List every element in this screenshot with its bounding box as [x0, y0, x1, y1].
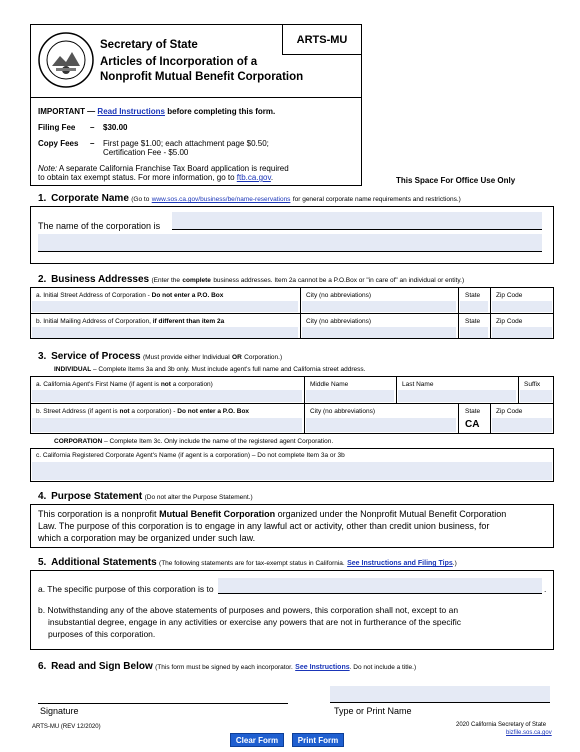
section-1-heading [38, 193, 461, 204]
s2b-label-text: b. Initial Mailing Address of Corporation, [36, 318, 151, 325]
s3b-state-value: CA [465, 419, 480, 430]
s3b-label-text: b. Street Address (if agent is [36, 408, 118, 415]
s3b-label-not: not [119, 408, 130, 415]
s3a-first-name-input[interactable] [32, 390, 302, 402]
see-instructions-link[interactable]: See Instructions [295, 664, 350, 671]
s3-desc-b: OR [232, 354, 242, 361]
s3a-middle-label: Middle Name [310, 381, 349, 388]
s3a-label-end: a corporation) [172, 381, 213, 388]
bizfile-link[interactable]: bizfile.sos.ca.gov [506, 730, 552, 736]
s2b-mailing-input[interactable] [32, 327, 298, 338]
s6-end: . Do not include a title.) [349, 664, 417, 671]
form-code: ARTS-MU [282, 24, 362, 55]
s2a-state-input[interactable] [460, 301, 488, 312]
s5-desc: (The following statements are for tax-exempt status in California. [159, 560, 345, 567]
s2-desc-a: (Enter the [151, 277, 181, 284]
s3-row-divider [30, 403, 554, 404]
header-title-line2: Nonprofit Mutual Benefit Corporation [100, 71, 304, 83]
s2a-city-input[interactable] [302, 301, 456, 312]
s3a-last-label: Last Name [402, 381, 434, 388]
s3a-middle-name-input[interactable] [306, 390, 394, 402]
s3b-state-label: State [465, 408, 481, 415]
important-label: IMPORTANT — [38, 107, 96, 116]
note-text1: A separate California Franchise Tax Board application is required [58, 164, 289, 173]
individual-text: – Complete Items 3a and 3b only. Must include agent's full name and California street address. [93, 366, 366, 373]
purpose-line3: which a corporation may be organized under such law. [38, 533, 256, 543]
s5a-label: a. The specific purpose of this corporation is to [38, 584, 214, 594]
s2b-city-input[interactable] [302, 327, 456, 338]
s2a-label [36, 292, 223, 299]
s4-num: 4. [38, 491, 47, 502]
s1-num: 1. [38, 193, 47, 204]
header-agency: Secretary of State [100, 39, 198, 51]
note-label: Note: [38, 164, 58, 173]
s3-num: 3. [38, 351, 47, 362]
section-6-heading [38, 661, 416, 672]
s3-title: Service of Process [51, 351, 141, 362]
s3-col-divider-1 [304, 376, 305, 434]
s3c-label: c. California Registered Corporate Agent's Name (if agent is a corporation) – Do not complete Item 3a or 3b [36, 452, 345, 459]
s2-desc-c: business addresses. Item 2a cannot be a P.O.Box or "in care of" an individual or entity.) [213, 277, 465, 284]
s2b-label-bold: if different than item 2a [152, 318, 225, 325]
important-line [38, 107, 275, 116]
s1-title: Corporate Name [51, 193, 129, 204]
s3a-suffix-label: Suffix [524, 381, 541, 388]
filing-fee-label: Filing Fee [38, 123, 76, 132]
copy-fees-line1: First page $1.00; each attachment page $0.50; [103, 139, 269, 148]
important-rest: before completing this form. [167, 107, 276, 116]
s5a-end: . [544, 584, 547, 594]
s3-desc-c: Corporation.) [244, 354, 283, 361]
s5-num: 5. [38, 557, 47, 568]
s2b-zip-label: Zip Code [496, 318, 523, 325]
s3-col-divider-4 [458, 403, 459, 434]
s2a-city-label: City (no abbreviations) [306, 292, 372, 299]
name-reservations-link[interactable]: www.sos.ca.gov/business/be/name-reservations [151, 196, 291, 203]
corporation-name-input[interactable] [172, 212, 542, 230]
s5b-statement [38, 604, 550, 640]
purpose-p1-bold: Mutual Benefit Corporation [159, 509, 276, 519]
s3b-label-bold: Do not enter a P.O. Box [177, 408, 250, 415]
s6-num: 6. [38, 661, 47, 672]
s3b-label-mid: a corporation) - [131, 408, 176, 415]
s3a-label-not: not [160, 381, 171, 388]
read-instructions-link[interactable]: Read Instructions [97, 107, 165, 116]
copy-fees-line2: Certification Fee - $5.00 [103, 148, 189, 157]
s1-pre: (Go to [131, 196, 150, 203]
s2-col-divider-2 [458, 287, 459, 339]
corporation-name-input-line2[interactable] [38, 234, 542, 252]
print-form-button[interactable]: Print Form [292, 733, 344, 747]
print-name-input[interactable] [330, 686, 550, 703]
corporation-name-label: The name of the corporation is [38, 221, 161, 231]
s2-row-divider [30, 313, 554, 314]
purpose-line2: Law. The purpose of this corporation is to engage in any lawful act or activity, other than credit union business, for [38, 521, 490, 531]
section-5-heading [38, 557, 457, 568]
s3b-zip-label: Zip Code [496, 408, 523, 415]
s2-desc-b: complete [182, 277, 211, 284]
s3-col-divider-3 [518, 376, 519, 403]
s1-post: for general corporate name requirements and restrictions.) [292, 196, 461, 203]
individual-label: INDIVIDUAL [54, 366, 92, 373]
header-title-line1: Articles of Incorporation of a [100, 56, 258, 68]
copy-fees-dash: – [90, 139, 95, 148]
note-end: . [270, 173, 274, 182]
filing-fee-dash: – [90, 123, 95, 132]
s6-title: Read and Sign Below [51, 661, 153, 672]
note-line2 [38, 173, 273, 182]
s3-col-divider-2 [396, 376, 397, 403]
s5b-line3: purposes of this corporation. [48, 629, 156, 639]
s4-title: Purpose Statement [51, 491, 143, 502]
s2a-street-input[interactable] [32, 301, 298, 312]
purpose-line1 [38, 508, 548, 520]
s2-num: 2. [38, 274, 47, 285]
individual-line [54, 366, 365, 373]
office-use-label: This Space For Office Use Only [396, 176, 516, 185]
print-name-label: Type or Print Name [334, 706, 412, 716]
corporation-text: – Complete Item 3c. Only include the name of the registered agent Corporation. [104, 438, 334, 445]
s3b-city-label: City (no abbreviations) [310, 408, 376, 415]
s2b-state-input[interactable] [460, 327, 488, 338]
s3b-zip-input[interactable] [492, 418, 552, 432]
filing-tips-link[interactable]: See Instructions and Filing Tips [347, 560, 453, 567]
purpose-statement [38, 508, 548, 544]
note-line1 [38, 164, 289, 173]
s2b-state-label: State [465, 318, 481, 325]
s2b-city-label: City (no abbreviations) [306, 318, 372, 325]
note-text2: to obtain tax exempt status. For more information, go to [38, 173, 235, 182]
s2b-zip-input[interactable] [492, 327, 552, 338]
section-4-heading [38, 491, 253, 502]
s3-desc-a: (Must provide either Individual [142, 354, 230, 361]
s3a-label [36, 381, 213, 388]
s2-title: Business Addresses [51, 274, 150, 285]
clear-form-button[interactable]: Clear Form [230, 733, 284, 747]
filing-fee-value: $30.00 [103, 123, 128, 132]
s3a-label-text: a. California Agent's First Name (if agent is [36, 381, 159, 388]
form-revision: ARTS-MU (REV 12/2020) [32, 724, 101, 730]
s3a-last-name-input[interactable] [398, 390, 516, 402]
s2a-zip-label: Zip Code [496, 292, 523, 299]
s5b-line1: b. Notwithstanding any of the above statements of purposes and powers, this corporation shall not, except to an [38, 605, 459, 615]
specific-purpose-input[interactable] [218, 578, 542, 594]
signature-line [38, 703, 288, 704]
s5b-line2: insubstantial degree, engage in any activities or exercise any powers that are not in furtherance of the specific [48, 617, 461, 627]
ftb-link[interactable]: ftb.ca.gov [236, 173, 271, 182]
section-3-heading [38, 351, 282, 362]
purpose-p1-end: organized under the Nonprofit Mutual Benefit Corporation [277, 509, 507, 519]
copy-fees-label: Copy Fees [38, 139, 79, 148]
s2a-label-text: a. Initial Street Address of Corporation - [36, 292, 150, 299]
s3a-suffix-input[interactable] [520, 390, 552, 402]
s5-title: Additional Statements [51, 557, 157, 568]
s3b-label [36, 408, 249, 415]
s3b-city-input[interactable] [306, 418, 456, 432]
s2a-state-label: State [465, 292, 481, 299]
signature-label: Signature [40, 706, 79, 716]
s6-desc: (This form must be signed by each incorporator. [155, 664, 293, 671]
s3b-street-input[interactable] [32, 418, 302, 432]
s3c-agent-corp-input[interactable] [32, 462, 552, 480]
section-2-heading [38, 274, 464, 285]
corporation-line [54, 438, 333, 445]
purpose-p1: This corporation is a nonprofit [38, 509, 157, 519]
s2-col-divider-1 [300, 287, 301, 339]
s2b-label [36, 318, 224, 325]
s2-col-divider-3 [490, 287, 491, 339]
copyright-text: 2020 California Secretary of State [456, 722, 547, 728]
corporation-label: CORPORATION [54, 438, 103, 445]
s2a-label-bold: Do not enter a P.O. Box [151, 292, 224, 299]
s5-end: .) [452, 560, 457, 567]
s3-col-divider-5 [490, 403, 491, 434]
s2a-zip-input[interactable] [492, 301, 552, 312]
s4-desc: (Do not alter the Purpose Statement.) [144, 494, 253, 501]
